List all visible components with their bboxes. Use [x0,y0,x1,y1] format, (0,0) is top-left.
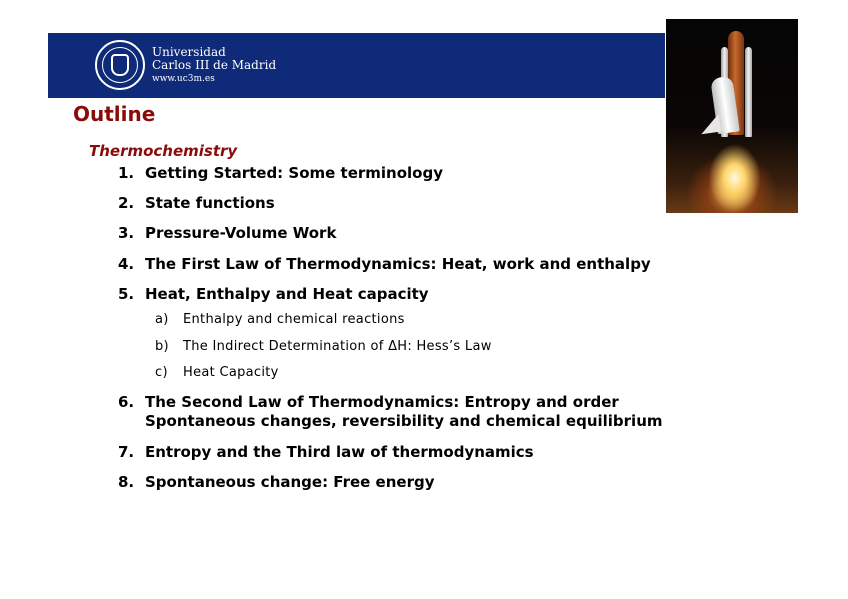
space-shuttle-launch-image [666,19,798,213]
item-number: 1. [118,164,135,182]
subitem-letter: b) [155,339,169,354]
outline-subitem-a [155,312,405,327]
section-heading: Thermochemistry [89,142,238,160]
subitem-text: Enthalpy and chemical reactions [183,312,405,327]
outline-subitem-b [155,339,492,354]
item-number: 5. [118,285,135,303]
outline-item-4 [118,255,651,274]
subitem-text: Heat Capacity [183,365,279,380]
subitem-letter: c) [155,365,168,380]
item-text: The First Law of Thermodynamics: Heat, work and enthalpy [145,255,651,273]
university-name-line2: Carlos III de Madrid [152,58,277,72]
item-text: State functions [145,194,275,212]
university-seal-icon [95,40,145,90]
item-number: 3. [118,224,135,242]
item-text: Entropy and the Third law of thermodynamics [145,443,534,461]
subitem-text: The Indirect Determination of ΔH: Hess’s Law [183,339,492,354]
item-number: 6. [118,393,135,411]
item-text: Getting Started: Some terminology [145,164,443,182]
item-text: Spontaneous change: Free energy [145,473,435,491]
outline-item-6 [118,393,663,431]
slide-title: Outline [73,102,156,126]
university-name-line1: Universidad [152,45,226,59]
subitem-letter: a) [155,312,169,327]
item-text: Pressure-Volume Work [145,224,337,242]
outline-subitem-c [155,365,279,380]
outline-item-5 [118,285,429,304]
item-number: 4. [118,255,135,273]
item-number: 7. [118,443,135,461]
item-number: 2. [118,194,135,212]
outline-item-8 [118,473,435,492]
outline-item-2 [118,194,275,213]
outline-item-7 [118,443,534,462]
outline-item-3 [118,224,336,243]
item-number: 8. [118,473,135,491]
item-text: The Second Law of Thermodynamics: Entropy and order [145,393,619,411]
item-text: Heat, Enthalpy and Heat capacity [145,285,429,303]
university-website: www.uc3m.es [152,74,215,84]
item-text-continuation: Spontaneous changes, reversibility and chemical equilibrium [145,412,663,430]
outline-item-1 [118,164,443,183]
